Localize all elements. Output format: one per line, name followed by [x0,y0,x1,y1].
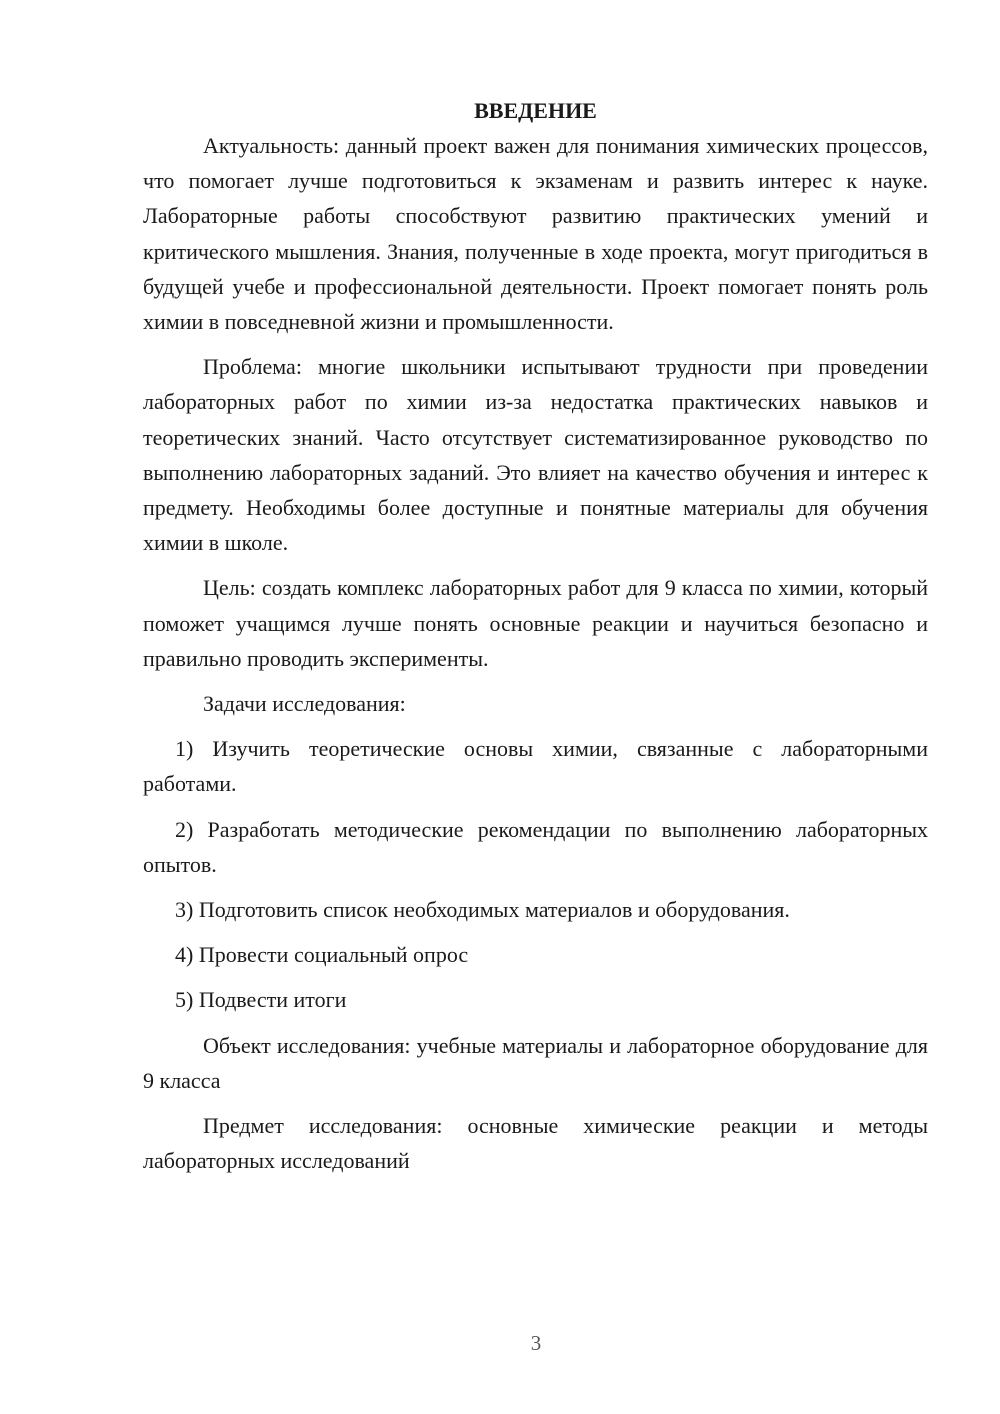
tasks-list [143,731,928,1017]
list-item: 1) Изучить теоретические основы химии, связанные с лабораторными работами. [143,736,928,797]
list-item: 3) Подготовить список необходимых материалов и оборудования. [175,897,790,923]
list-item: 2) Разработать методические рекомендации по выполнению лабораторных опытов. [143,816,928,877]
paragraph-tasks-heading: Задачи исследования: [203,691,406,717]
section-heading: ВВЕДЕНИЕ [474,98,597,123]
paragraph-relevance: Актуальность: данный проект важен для понимания химических процессов, что помогает лучше подготовиться к экзаменам и развить интерес к науке. Лабораторные работы способствуют развитию практических умений и критического мышления. Знания, полученные в ходе проекта, могут пригодиться в будущей учебе и профессиональной деятельности. Проект помогает понять роль химии в повседневной жизни и промышленности. [143,133,928,335]
paragraph-problem: Проблема: многие школьники испытывают трудности при проведении лабораторных работ по химии из-за недостатка практических навыков и теоретических знаний. Часто отсутствует систематизированное руководство по выполнению лабораторных заданий. Это влияет на качество обучения и интерес к предмету. Необходимы более доступные и понятные материалы для обучения химии в школе. [143,354,928,556]
list-item: 4) Провести социальный опрос [175,942,469,968]
document-page [143,93,928,1188]
paragraph-object: Объект исследования: учебные материалы и лабораторное оборудование для 9 класса [143,1032,928,1093]
paragraph-subject: Предмет исследования: основные химические реакции и методы лабораторных исследований [143,1113,928,1174]
paragraph-goal: Цель: создать комплекс лабораторных работ для 9 класса по химии, который поможет учащимся лучше понять основные реакции и научиться безопасно и правильно проводить эксперименты. [143,575,928,671]
list-item: 5) Подвести итоги [175,987,347,1013]
page-number: 3 [530,1331,542,1355]
